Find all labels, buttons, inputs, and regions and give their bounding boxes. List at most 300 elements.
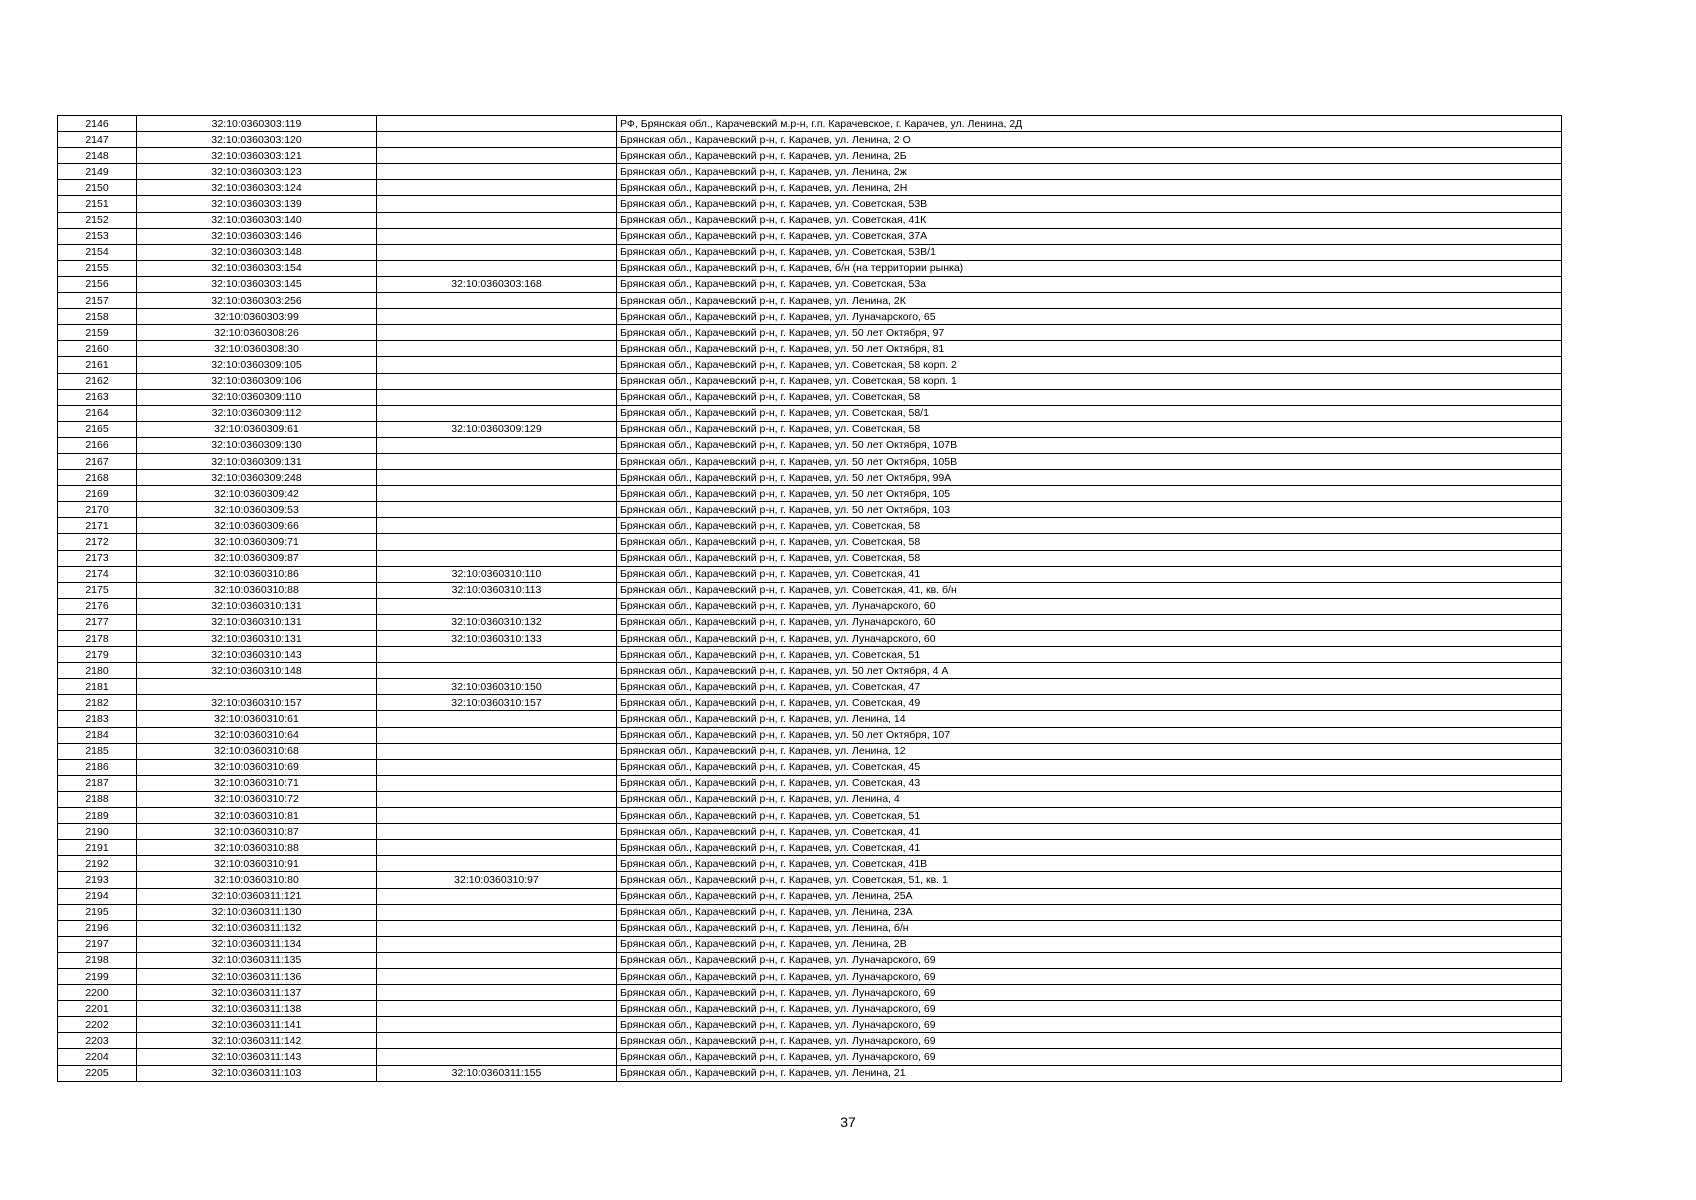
row-number-cell: 2201 (58, 1001, 137, 1017)
row-number-cell: 2205 (58, 1065, 137, 1081)
table-row (58, 1001, 1562, 1017)
cadastral-number-cell: 32:10:0360311:121 (137, 888, 377, 904)
cadastral-number-cell: 32:10:0360309:71 (137, 534, 377, 550)
linked-cadastral-number-cell (377, 1001, 617, 1017)
table-row (58, 1017, 1562, 1033)
address-cell: Брянская обл., Карачевский р-н, г. Карачев, ул. 50 лет Октября, 81 (617, 341, 1562, 357)
linked-cadastral-number-cell (377, 309, 617, 325)
linked-cadastral-number-cell (377, 663, 617, 679)
linked-cadastral-number-cell (377, 518, 617, 534)
cadastral-number-cell: 32:10:0360311:132 (137, 920, 377, 936)
cadastral-number-cell: 32:10:0360303:146 (137, 228, 377, 244)
row-number-cell: 2188 (58, 791, 137, 807)
linked-cadastral-number-cell (377, 727, 617, 743)
row-number-cell: 2155 (58, 260, 137, 276)
table-row (58, 212, 1562, 228)
address-cell: Брянская обл., Карачевский р-н, г. Карачев, ул. 50 лет Октября, 105 (617, 486, 1562, 502)
table-row (58, 260, 1562, 276)
linked-cadastral-number-cell (377, 968, 617, 984)
address-cell: Брянская обл., Карачевский р-н, г. Карачев, ул. Советская, 51, кв. 1 (617, 872, 1562, 888)
address-cell: Брянская обл., Карачевский р-н, г. Карачев, ул. Советская, 53В/1 (617, 244, 1562, 260)
linked-cadastral-number-cell: 32:10:0360310:150 (377, 679, 617, 695)
row-number-cell: 2159 (58, 325, 137, 341)
address-cell: Брянская обл., Карачевский р-н, г. Карачев, ул. Советская, 58/1 (617, 405, 1562, 421)
table-row (58, 775, 1562, 791)
table-row (58, 309, 1562, 325)
cadastral-number-cell: 32:10:0360309:105 (137, 357, 377, 373)
address-cell: Брянская обл., Карачевский р-н, г. Карачев, ул. Луначарского, 69 (617, 1017, 1562, 1033)
table-row (58, 614, 1562, 630)
address-cell: Брянская обл., Карачевский р-н, г. Карачев, ул. 50 лет Октября, 4 А (617, 663, 1562, 679)
table-row (58, 550, 1562, 566)
address-cell: Брянская обл., Карачевский р-н, г. Карачев, ул. Советская, 53а (617, 276, 1562, 292)
linked-cadastral-number-cell (377, 164, 617, 180)
table-row (58, 647, 1562, 663)
row-number-cell: 2146 (58, 116, 137, 132)
row-number-cell: 2158 (58, 309, 137, 325)
table-row (58, 743, 1562, 759)
row-number-cell: 2164 (58, 405, 137, 421)
cadastral-number-cell: 32:10:0360310:91 (137, 856, 377, 872)
cadastral-number-cell: 32:10:0360310:148 (137, 663, 377, 679)
linked-cadastral-number-cell (377, 132, 617, 148)
cadastral-number-cell: 32:10:0360309:87 (137, 550, 377, 566)
cadastral-number-cell: 32:10:0360311:134 (137, 936, 377, 952)
row-number-cell: 2184 (58, 727, 137, 743)
address-cell: Брянская обл., Карачевский р-н, г. Карачев, ул. Ленина, 21 (617, 1065, 1562, 1081)
cadastral-number-cell: 32:10:0360303:145 (137, 276, 377, 292)
address-cell: Брянская обл., Карачевский р-н, г. Карачев, ул. Ленина, 23А (617, 904, 1562, 920)
row-number-cell: 2182 (58, 695, 137, 711)
table-row (58, 840, 1562, 856)
row-number-cell: 2197 (58, 936, 137, 952)
page-number: 37 (840, 1114, 856, 1130)
linked-cadastral-number-cell (377, 437, 617, 453)
address-cell: Брянская обл., Карачевский р-н, г. Карачев, ул. Ленина, 2ж (617, 164, 1562, 180)
cadastral-number-cell: 32:10:0360311:138 (137, 1001, 377, 1017)
row-number-cell: 2171 (58, 518, 137, 534)
table-row (58, 711, 1562, 727)
linked-cadastral-number-cell (377, 808, 617, 824)
table-row (58, 1033, 1562, 1049)
property-table-container (57, 115, 1561, 1082)
cadastral-number-cell: 32:10:0360308:26 (137, 325, 377, 341)
address-cell: Брянская обл., Карачевский р-н, г. Карачев, ул. Ленина, 2Н (617, 180, 1562, 196)
linked-cadastral-number-cell (377, 1017, 617, 1033)
linked-cadastral-number-cell (377, 920, 617, 936)
cadastral-number-cell: 32:10:0360303:123 (137, 164, 377, 180)
linked-cadastral-number-cell (377, 293, 617, 309)
linked-cadastral-number-cell (377, 856, 617, 872)
table-row (58, 276, 1562, 292)
table-row (58, 824, 1562, 840)
table-row (58, 985, 1562, 1001)
table-row (58, 936, 1562, 952)
linked-cadastral-number-cell (377, 148, 617, 164)
cadastral-number-cell: 32:10:0360303:121 (137, 148, 377, 164)
address-cell: Брянская обл., Карачевский р-н, г. Карачев, ул. Ленина, 14 (617, 711, 1562, 727)
row-number-cell: 2153 (58, 228, 137, 244)
table-row (58, 486, 1562, 502)
property-table (57, 115, 1562, 1082)
row-number-cell: 2150 (58, 180, 137, 196)
row-number-cell: 2152 (58, 212, 137, 228)
cadastral-number-cell (137, 679, 377, 695)
linked-cadastral-number-cell (377, 502, 617, 518)
table-row (58, 196, 1562, 212)
address-cell: Брянская обл., Карачевский р-н, г. Карачев, ул. Ленина, 2К (617, 293, 1562, 309)
table-row (58, 598, 1562, 614)
address-cell: Брянская обл., Карачевский р-н, г. Карачев, ул. Советская, 58 корп. 2 (617, 357, 1562, 373)
table-row (58, 405, 1562, 421)
row-number-cell: 2191 (58, 840, 137, 856)
table-row (58, 132, 1562, 148)
linked-cadastral-number-cell: 32:10:0360311:155 (377, 1065, 617, 1081)
table-row (58, 421, 1562, 437)
row-number-cell: 2181 (58, 679, 137, 695)
row-number-cell: 2157 (58, 293, 137, 309)
linked-cadastral-number-cell (377, 116, 617, 132)
address-cell: Брянская обл., Карачевский р-н, г. Карачев, ул. Советская, 58 (617, 534, 1562, 550)
linked-cadastral-number-cell (377, 228, 617, 244)
address-cell: Брянская обл., Карачевский р-н, г. Карачев, ул. Советская, 51 (617, 808, 1562, 824)
cadastral-number-cell: 32:10:0360309:110 (137, 389, 377, 405)
row-number-cell: 2162 (58, 373, 137, 389)
linked-cadastral-number-cell (377, 936, 617, 952)
linked-cadastral-number-cell (377, 373, 617, 389)
cadastral-number-cell: 32:10:0360311:142 (137, 1033, 377, 1049)
row-number-cell: 2185 (58, 743, 137, 759)
cadastral-number-cell: 32:10:0360309:112 (137, 405, 377, 421)
linked-cadastral-number-cell (377, 952, 617, 968)
linked-cadastral-number-cell (377, 824, 617, 840)
linked-cadastral-number-cell (377, 341, 617, 357)
row-number-cell: 2196 (58, 920, 137, 936)
table-row (58, 518, 1562, 534)
cadastral-number-cell: 32:10:0360303:120 (137, 132, 377, 148)
row-number-cell: 2189 (58, 808, 137, 824)
linked-cadastral-number-cell (377, 904, 617, 920)
address-cell: Брянская обл., Карачевский р-н, г. Карачев, ул. Ленина, 12 (617, 743, 1562, 759)
address-cell: Брянская обл., Карачевский р-н, г. Карачев, ул. Советская, 58 корп. 1 (617, 373, 1562, 389)
cadastral-number-cell: 32:10:0360303:148 (137, 244, 377, 260)
row-number-cell: 2149 (58, 164, 137, 180)
cadastral-number-cell: 32:10:0360303:124 (137, 180, 377, 196)
address-cell: Брянская обл., Карачевский р-н, г. Карачев, ул. Ленина, 2В (617, 936, 1562, 952)
row-number-cell: 2204 (58, 1049, 137, 1065)
linked-cadastral-number-cell (377, 357, 617, 373)
table-row (58, 228, 1562, 244)
linked-cadastral-number-cell: 32:10:0360310:132 (377, 614, 617, 630)
table-row (58, 293, 1562, 309)
address-cell: Брянская обл., Карачевский р-н, г. Карачев, ул. Ленина, б/н (617, 920, 1562, 936)
linked-cadastral-number-cell (377, 1033, 617, 1049)
table-row (58, 244, 1562, 260)
cadastral-number-cell: 32:10:0360310:64 (137, 727, 377, 743)
address-cell: Брянская обл., Карачевский р-н, г. Карачев, ул. Советская, 41, кв. б/н (617, 582, 1562, 598)
address-cell: Брянская обл., Карачевский р-н, г. Карачев, ул. Советская, 58 (617, 389, 1562, 405)
address-cell: Брянская обл., Карачевский р-н, г. Карачев, ул. 50 лет Октября, 107В (617, 437, 1562, 453)
address-cell: Брянская обл., Карачевский р-н, г. Карачев, ул. Ленина, 2Б (617, 148, 1562, 164)
row-number-cell: 2186 (58, 759, 137, 775)
linked-cadastral-number-cell (377, 260, 617, 276)
table-row (58, 968, 1562, 984)
linked-cadastral-number-cell (377, 1049, 617, 1065)
row-number-cell: 2178 (58, 631, 137, 647)
linked-cadastral-number-cell (377, 212, 617, 228)
address-cell: Брянская обл., Карачевский р-н, г. Карачев, б/н (на территории рынка) (617, 260, 1562, 276)
cadastral-number-cell: 32:10:0360311:135 (137, 952, 377, 968)
row-number-cell: 2176 (58, 598, 137, 614)
linked-cadastral-number-cell (377, 985, 617, 1001)
address-cell: Брянская обл., Карачевский р-н, г. Карачев, ул. Ленина, 25А (617, 888, 1562, 904)
table-row (58, 357, 1562, 373)
cadastral-number-cell: 32:10:0360303:139 (137, 196, 377, 212)
row-number-cell: 2175 (58, 582, 137, 598)
address-cell: Брянская обл., Карачевский р-н, г. Карачев, ул. Советская, 58 (617, 421, 1562, 437)
cadastral-number-cell: 32:10:0360303:256 (137, 293, 377, 309)
linked-cadastral-number-cell: 32:10:0360310:133 (377, 631, 617, 647)
table-row (58, 164, 1562, 180)
table-row (58, 373, 1562, 389)
address-cell: Брянская обл., Карачевский р-н, г. Карачев, ул. Советская, 53В (617, 196, 1562, 212)
row-number-cell: 2148 (58, 148, 137, 164)
address-cell: Брянская обл., Карачевский р-н, г. Карачев, ул. Советская, 41В (617, 856, 1562, 872)
linked-cadastral-number-cell (377, 711, 617, 727)
table-row (58, 502, 1562, 518)
row-number-cell: 2192 (58, 856, 137, 872)
linked-cadastral-number-cell (377, 244, 617, 260)
cadastral-number-cell: 32:10:0360310:71 (137, 775, 377, 791)
linked-cadastral-number-cell: 32:10:0360310:97 (377, 872, 617, 888)
cadastral-number-cell: 32:10:0360310:69 (137, 759, 377, 775)
address-cell: Брянская обл., Карачевский р-н, г. Карачев, ул. 50 лет Октября, 105В (617, 453, 1562, 469)
cadastral-number-cell: 32:10:0360311:130 (137, 904, 377, 920)
table-row (58, 470, 1562, 486)
cadastral-number-cell: 32:10:0360309:66 (137, 518, 377, 534)
address-cell: Брянская обл., Карачевский р-н, г. Карачев, ул. 50 лет Октября, 103 (617, 502, 1562, 518)
row-number-cell: 2203 (58, 1033, 137, 1049)
address-cell: Брянская обл., Карачевский р-н, г. Карачев, ул. Советская, 47 (617, 679, 1562, 695)
cadastral-number-cell: 32:10:0360310:131 (137, 598, 377, 614)
cadastral-number-cell: 32:10:0360309:106 (137, 373, 377, 389)
address-cell: Брянская обл., Карачевский р-н, г. Карачев, ул. Луначарского, 69 (617, 968, 1562, 984)
row-number-cell: 2174 (58, 566, 137, 582)
linked-cadastral-number-cell (377, 534, 617, 550)
table-row (58, 808, 1562, 824)
row-number-cell: 2194 (58, 888, 137, 904)
row-number-cell: 2166 (58, 437, 137, 453)
linked-cadastral-number-cell (377, 389, 617, 405)
cadastral-number-cell: 32:10:0360310:72 (137, 791, 377, 807)
address-cell: Брянская обл., Карачевский р-н, г. Карачев, ул. Советская, 41 (617, 566, 1562, 582)
address-cell: Брянская обл., Карачевский р-н, г. Карачев, ул. Советская, 37А (617, 228, 1562, 244)
table-row (58, 1049, 1562, 1065)
row-number-cell: 2190 (58, 824, 137, 840)
cadastral-number-cell: 32:10:0360310:131 (137, 614, 377, 630)
linked-cadastral-number-cell (377, 470, 617, 486)
address-cell: Брянская обл., Карачевский р-н, г. Карачев, ул. Луначарского, 69 (617, 1001, 1562, 1017)
cadastral-number-cell: 32:10:0360309:61 (137, 421, 377, 437)
table-row (58, 566, 1562, 582)
table-row (58, 872, 1562, 888)
table-row (58, 904, 1562, 920)
cadastral-number-cell: 32:10:0360309:53 (137, 502, 377, 518)
row-number-cell: 2172 (58, 534, 137, 550)
address-cell: Брянская обл., Карачевский р-н, г. Карачев, ул. Советская, 45 (617, 759, 1562, 775)
row-number-cell: 2147 (58, 132, 137, 148)
cadastral-number-cell: 32:10:0360310:88 (137, 582, 377, 598)
table-row (58, 453, 1562, 469)
cadastral-number-cell: 32:10:0360311:103 (137, 1065, 377, 1081)
table-row (58, 180, 1562, 196)
table-row (58, 856, 1562, 872)
address-cell: Брянская обл., Карачевский р-н, г. Карачев, ул. Советская, 41 (617, 840, 1562, 856)
cadastral-number-cell: 32:10:0360310:61 (137, 711, 377, 727)
table-row (58, 341, 1562, 357)
linked-cadastral-number-cell (377, 840, 617, 856)
address-cell: Брянская обл., Карачевский р-н, г. Карачев, ул. Советская, 58 (617, 550, 1562, 566)
row-number-cell: 2177 (58, 614, 137, 630)
row-number-cell: 2170 (58, 502, 137, 518)
cadastral-number-cell: 32:10:0360310:131 (137, 631, 377, 647)
address-cell: Брянская обл., Карачевский р-н, г. Карачев, ул. Советская, 41 (617, 824, 1562, 840)
row-number-cell: 2183 (58, 711, 137, 727)
table-row (58, 1065, 1562, 1081)
table-row (58, 148, 1562, 164)
linked-cadastral-number-cell: 32:10:0360303:168 (377, 276, 617, 292)
linked-cadastral-number-cell (377, 550, 617, 566)
row-number-cell: 2156 (58, 276, 137, 292)
cadastral-number-cell: 32:10:0360310:80 (137, 872, 377, 888)
row-number-cell: 2167 (58, 453, 137, 469)
cadastral-number-cell: 32:10:0360310:81 (137, 808, 377, 824)
cadastral-number-cell: 32:10:0360310:157 (137, 695, 377, 711)
cadastral-number-cell: 32:10:0360310:68 (137, 743, 377, 759)
address-cell: Брянская обл., Карачевский р-н, г. Карачев, ул. 50 лет Октября, 99А (617, 470, 1562, 486)
address-cell: Брянская обл., Карачевский р-н, г. Карачев, ул. Советская, 49 (617, 695, 1562, 711)
table-row (58, 663, 1562, 679)
linked-cadastral-number-cell (377, 888, 617, 904)
row-number-cell: 2187 (58, 775, 137, 791)
cadastral-number-cell: 32:10:0360311:137 (137, 985, 377, 1001)
row-number-cell: 2195 (58, 904, 137, 920)
cadastral-number-cell: 32:10:0360303:140 (137, 212, 377, 228)
address-cell: Брянская обл., Карачевский р-н, г. Карачев, ул. Ленина, 2 О (617, 132, 1562, 148)
row-number-cell: 2200 (58, 985, 137, 1001)
linked-cadastral-number-cell (377, 791, 617, 807)
cadastral-number-cell: 32:10:0360311:141 (137, 1017, 377, 1033)
address-cell: Брянская обл., Карачевский р-н, г. Карачев, ул. Луначарского, 60 (617, 598, 1562, 614)
linked-cadastral-number-cell: 32:10:0360310:113 (377, 582, 617, 598)
cadastral-number-cell: 32:10:0360310:88 (137, 840, 377, 856)
row-number-cell: 2165 (58, 421, 137, 437)
row-number-cell: 2179 (58, 647, 137, 663)
table-row (58, 759, 1562, 775)
table-row (58, 325, 1562, 341)
cadastral-number-cell: 32:10:0360309:248 (137, 470, 377, 486)
cadastral-number-cell: 32:10:0360303:99 (137, 309, 377, 325)
cadastral-number-cell: 32:10:0360309:131 (137, 453, 377, 469)
table-row (58, 631, 1562, 647)
linked-cadastral-number-cell (377, 743, 617, 759)
cadastral-number-cell: 32:10:0360303:119 (137, 116, 377, 132)
linked-cadastral-number-cell (377, 759, 617, 775)
table-row (58, 679, 1562, 695)
cadastral-number-cell: 32:10:0360310:143 (137, 647, 377, 663)
row-number-cell: 2154 (58, 244, 137, 260)
row-number-cell: 2161 (58, 357, 137, 373)
table-row (58, 534, 1562, 550)
row-number-cell: 2199 (58, 968, 137, 984)
row-number-cell: 2163 (58, 389, 137, 405)
address-cell: Брянская обл., Карачевский р-н, г. Карачев, ул. Луначарского, 60 (617, 614, 1562, 630)
row-number-cell: 2193 (58, 872, 137, 888)
linked-cadastral-number-cell: 32:10:0360309:129 (377, 421, 617, 437)
cadastral-number-cell: 32:10:0360310:86 (137, 566, 377, 582)
linked-cadastral-number-cell (377, 775, 617, 791)
linked-cadastral-number-cell (377, 180, 617, 196)
address-cell: Брянская обл., Карачевский р-н, г. Карачев, ул. 50 лет Октября, 97 (617, 325, 1562, 341)
address-cell: Брянская обл., Карачевский р-н, г. Карачев, ул. Ленина, 4 (617, 791, 1562, 807)
table-row (58, 389, 1562, 405)
linked-cadastral-number-cell: 32:10:0360310:157 (377, 695, 617, 711)
table-row (58, 952, 1562, 968)
row-number-cell: 2168 (58, 470, 137, 486)
cadastral-number-cell: 32:10:0360303:154 (137, 260, 377, 276)
row-number-cell: 2160 (58, 341, 137, 357)
linked-cadastral-number-cell (377, 486, 617, 502)
address-cell: Брянская обл., Карачевский р-н, г. Карачев, ул. Советская, 43 (617, 775, 1562, 791)
linked-cadastral-number-cell (377, 405, 617, 421)
cadastral-number-cell: 32:10:0360311:136 (137, 968, 377, 984)
row-number-cell: 2169 (58, 486, 137, 502)
address-cell: Брянская обл., Карачевский р-н, г. Карачев, ул. Луначарского, 69 (617, 1049, 1562, 1065)
table-row (58, 791, 1562, 807)
table-row (58, 727, 1562, 743)
cadastral-number-cell: 32:10:0360311:143 (137, 1049, 377, 1065)
linked-cadastral-number-cell (377, 196, 617, 212)
cadastral-number-cell: 32:10:0360309:130 (137, 437, 377, 453)
address-cell: РФ, Брянская обл., Карачевский м.р-н, г.п. Карачевское, г. Карачев, ул. Ленина, 2Д (617, 116, 1562, 132)
table-row (58, 582, 1562, 598)
row-number-cell: 2198 (58, 952, 137, 968)
address-cell: Брянская обл., Карачевский р-н, г. Карачев, ул. 50 лет Октября, 107 (617, 727, 1562, 743)
cadastral-number-cell: 32:10:0360308:30 (137, 341, 377, 357)
address-cell: Брянская обл., Карачевский р-н, г. Карачев, ул. Луначарского, 69 (617, 985, 1562, 1001)
address-cell: Брянская обл., Карачевский р-н, г. Карачев, ул. Луначарского, 65 (617, 309, 1562, 325)
address-cell: Брянская обл., Карачевский р-н, г. Карачев, ул. Советская, 41К (617, 212, 1562, 228)
address-cell: Брянская обл., Карачевский р-н, г. Карачев, ул. Луначарского, 69 (617, 952, 1562, 968)
linked-cadastral-number-cell (377, 453, 617, 469)
row-number-cell: 2202 (58, 1017, 137, 1033)
cadastral-number-cell: 32:10:0360309:42 (137, 486, 377, 502)
address-cell: Брянская обл., Карачевский р-н, г. Карачев, ул. Советская, 51 (617, 647, 1562, 663)
address-cell: Брянская обл., Карачевский р-н, г. Карачев, ул. Советская, 58 (617, 518, 1562, 534)
linked-cadastral-number-cell (377, 647, 617, 663)
cadastral-number-cell: 32:10:0360310:87 (137, 824, 377, 840)
address-cell: Брянская обл., Карачевский р-н, г. Карачев, ул. Луначарского, 69 (617, 1033, 1562, 1049)
row-number-cell: 2151 (58, 196, 137, 212)
table-row (58, 888, 1562, 904)
table-row (58, 116, 1562, 132)
row-number-cell: 2180 (58, 663, 137, 679)
address-cell: Брянская обл., Карачевский р-н, г. Карачев, ул. Луначарского, 60 (617, 631, 1562, 647)
table-row (58, 695, 1562, 711)
row-number-cell: 2173 (58, 550, 137, 566)
linked-cadastral-number-cell (377, 325, 617, 341)
linked-cadastral-number-cell (377, 598, 617, 614)
